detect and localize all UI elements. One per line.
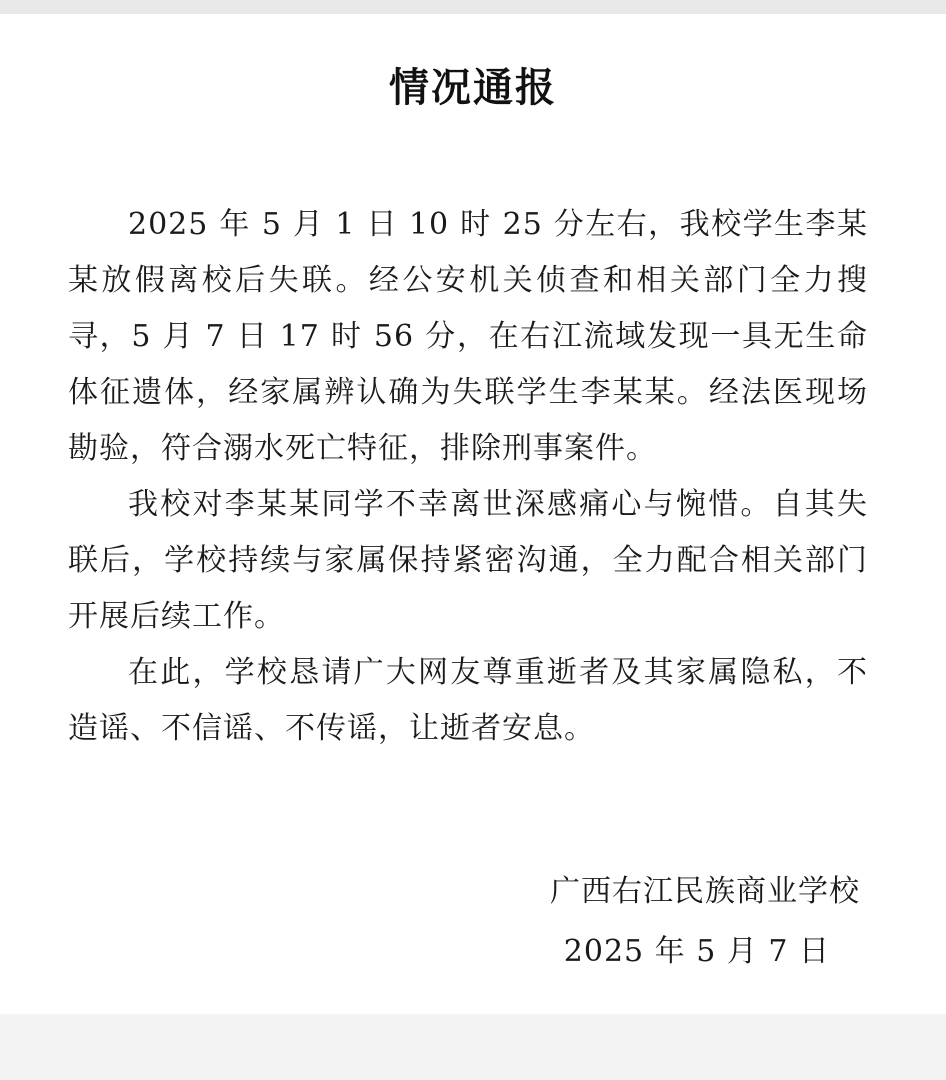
top-margin-strip (0, 0, 946, 14)
document-body (68, 197, 868, 757)
signature-organization: 广西右江民族商业学校 (550, 874, 860, 909)
paragraph-condolence: 我校对李某某同学不幸离世深感痛心与惋惜。自其失联后，学校持续与家属保持紧密沟通，全力配合相关部门开展后续工作。 (68, 487, 868, 634)
paragraph-appeal: 在此，学校恳请广大网友尊重逝者及其家属隐私，不造谣、不信谣、不传谣，让逝者安息。 (68, 655, 868, 746)
bottom-margin-strip (0, 1014, 946, 1080)
signature-block (550, 862, 860, 982)
signature-date: 2025 年 5 月 7 日 (563, 934, 830, 969)
paragraph-incident: 2025 年 5 月 1 日 10 时 25 分左右，我校学生李某某放假离校后失联。经公安机关侦查和相关部门全力搜寻，5 月 7 日 17 时 56 分，在右江流域发现一具无生命体征遗体，经家属辨认确为失联学生李某某。经法医现场勘验，符合溺水死亡特征，排除刑事案件。 (68, 207, 868, 466)
document-title: 情况通报 (389, 65, 557, 111)
